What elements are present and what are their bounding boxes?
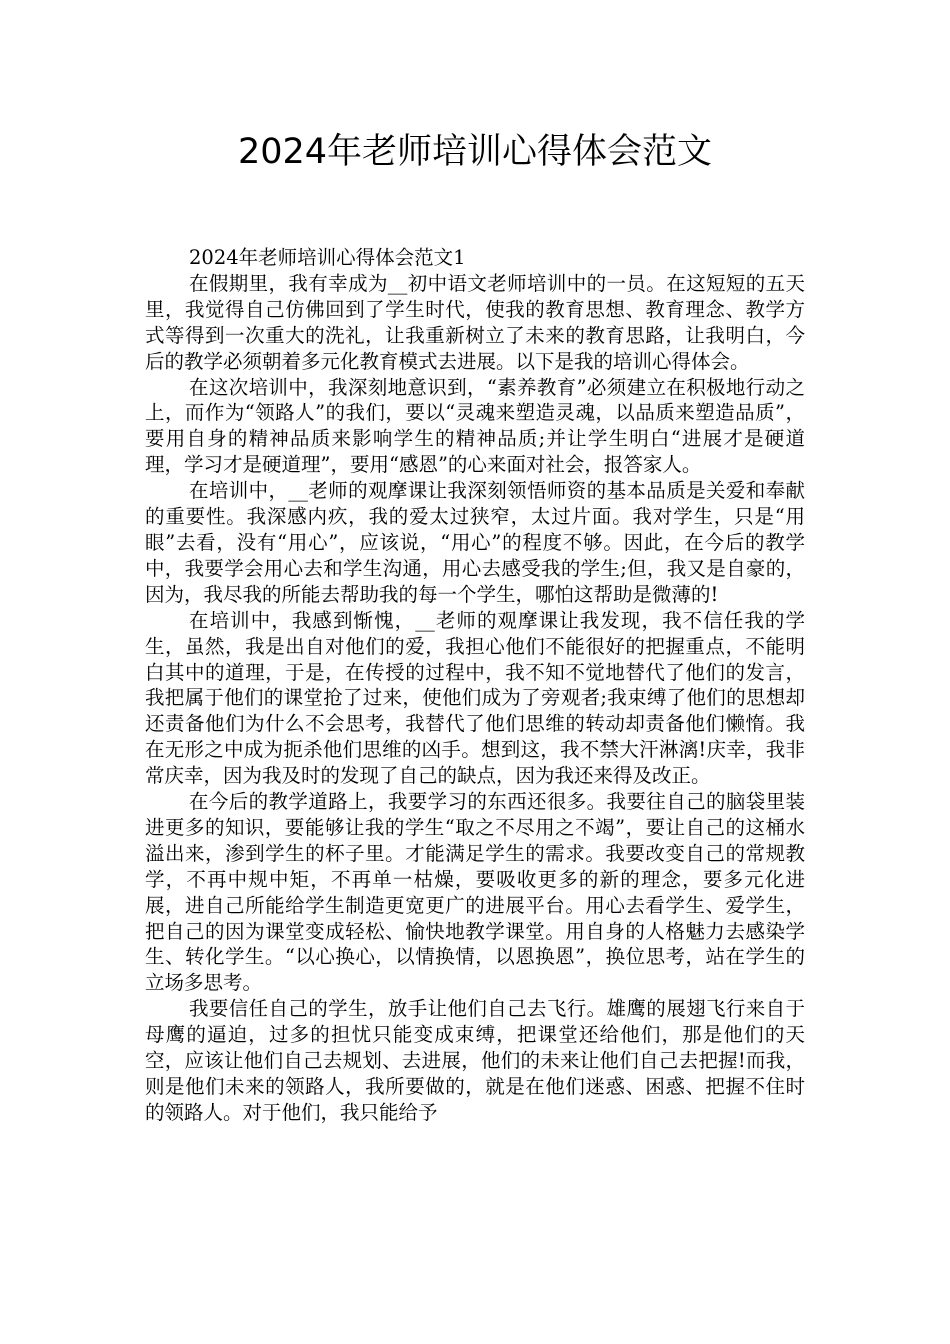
paragraph-1: 在假期里，我有幸成为__初中语文老师培训中的一员。在这短短的五天里，我觉得自己仿佛回到了学生时代，使我的教育思想、教育理念、教学方式等得到一次重大的洗礼，让我重新树立了未来的教育思路，让我明白，今后的教学必须朝着多元化教育模式去进展。以下是我的培训心得体会。: [145, 271, 805, 373]
paragraph-2: 在这次培训中，我深刻地意识到，“素养教育”必须建立在积极地行动之上，而作为“领路人”的我们，要以“灵魂来塑造灵魂，以品质来塑造品质”，要用自身的精神品质来影响学生的精神品质;并让学生明白“进展才是硬道理，学习才是硬道理”，要用“感恩”的心来面对社会，报答家人。: [145, 375, 805, 477]
paragraph-6: 我要信任自己的学生，放手让他们自己去飞行。雄鹰的展翅飞行来自于母鹰的逼迫，过多的担忧只能变成束缚，把课堂还给他们，那是他们的天空，应该让他们自己去规划、去进展，他们的未来让他们自己去把握!而我，则是他们未来的领路人，我所要做的，就是在他们迷惑、困惑、把握不住时的领路人。对于他们，我只能给予: [145, 997, 805, 1124]
paragraph-4: 在培训中，我感到惭愧，__老师的观摩课让我发现，我不信任我的学生，虽然，我是出自对他们的爱，我担心他们不能很好的把握重点，不能明白其中的道理，于是，在传授的过程中，我不知不觉地替代了他们的发言，我把属于他们的课堂抢了过来，使他们成为了旁观者;我束缚了他们的思想却还责备他们为什么不会思考，我替代了他们思维的转动却责备他们懒惰。我在无形之中成为扼杀他们思维的凶手。想到这，我不禁大汗淋漓!庆幸，我非常庆幸，因为我及时的发现了自己的缺点，因为我还来得及改正。: [145, 608, 805, 788]
paragraph-3: 在培训中，__老师的观摩课让我深刻领悟师资的基本品质是关爱和奉献的重要性。我深感内疚，我的爱太过狭窄，太过片面。我对学生，只是“用眼”去看，没有“用心”，应该说，“用心”的程度不够。因此，在今后的教学中，我要学会用心去和学生沟通，用心去感受我的学生;但，我又是自豪的，因为，我尽我的所能去帮助我的每一个学生，哪怕这帮助是微薄的!: [145, 479, 805, 606]
document-body: [145, 245, 805, 1126]
paragraph-5: 在今后的教学道路上，我要学习的东西还很多。我要往自己的脑袋里装进更多的知识，要能够让我的学生“取之不尽用之不竭”，要让自己的这桶水溢出来，渗到学生的杯子里。才能满足学生的需求。我要改变自己的常规教学，不再中规中矩，不再单一枯燥，要吸收更多的新的理念，要多元化进展，进自己所能给学生制造更宽更广的进展平台。用心去看学生、爱学生，把自己的因为课堂变成轻松、愉快地教学课堂。用自身的人格魅力去感染学生、转化学生。“以心换心，以情换情，以恩换恩”，换位思考，站在学生的立场多思考。: [145, 790, 805, 995]
section-subtitle: 2024年老师培训心得体会范文1: [189, 246, 466, 269]
document-title: 2024年老师培训心得体会范文: [237, 132, 713, 172]
